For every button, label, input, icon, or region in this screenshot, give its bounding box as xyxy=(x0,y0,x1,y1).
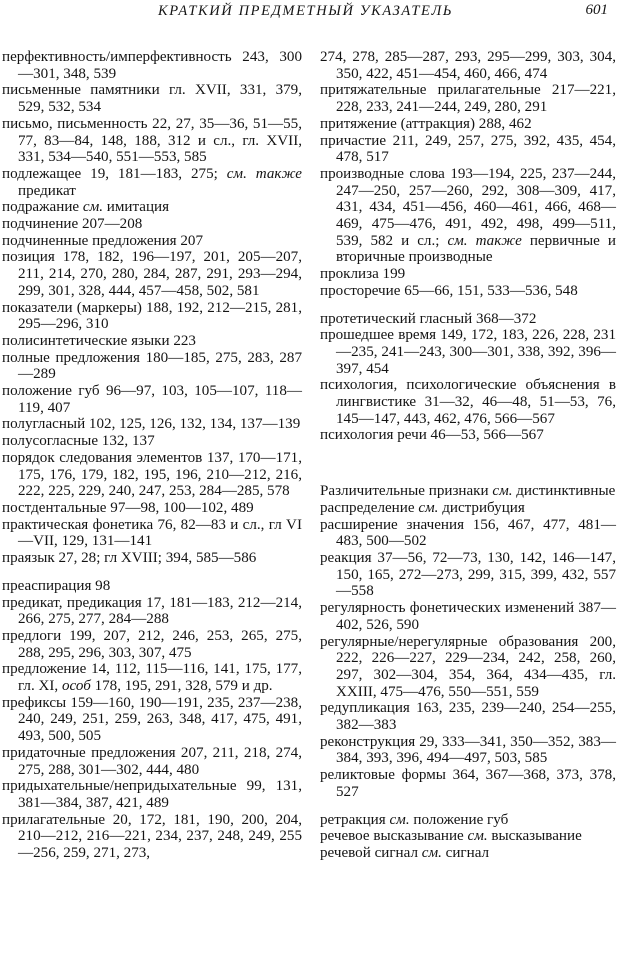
index-entry: причастие 211, 249, 257, 275, 392, 435, 454, 478, 517 xyxy=(320,132,616,166)
index-entry: психология речи 46—53, 566—567 xyxy=(320,427,544,444)
index-entry: практическая фонетика 76, 82—83 и сл., гл VI—VII, 129, 131—141 xyxy=(2,516,302,550)
index-entry: редупликация 163, 235, 239—240, 254—255, 382—383 xyxy=(320,700,616,734)
index-entry: полугласный 102, 125, 126, 132, 134, 137—139 xyxy=(2,416,301,433)
index-entry: подлежащее 19, 181—183, 275; см. также предикат xyxy=(2,165,302,199)
running-title: КРАТКИЙ ПРЕДМЕТНЫЙ УКАЗАТЕЛЬ xyxy=(158,3,454,19)
index-entry: праязык 27, 28; гл XVIII; 394, 585—586 xyxy=(2,550,257,567)
index-entry: придыхательные/непридыхательные 99, 131, 381—384, 387, 421, 489 xyxy=(2,778,302,811)
index-entry: положение губ 96—97, 103, 105—107, 118—119, 407 xyxy=(2,383,302,416)
index-entry: Различительные признаки см. дистинктивные xyxy=(320,483,616,500)
index-entry: реконструкция 29, 333—341, 350—352, 383—384, 393, 396, 494—497, 503, 585 xyxy=(320,733,616,767)
index-entry: подчинение 207—208 xyxy=(2,216,143,233)
index-entry: ретракция см. положение губ xyxy=(320,811,509,828)
index-entry: полусогласные 132, 137 xyxy=(2,433,155,450)
index-entry: регулярные/нерегулярные образования 200, 222, 226—227, 229—234, 242, 258, 260, 297, 302—304, 354, 364, 434—435, гл. XXIII, 475—476, 550—551, 559 xyxy=(320,633,616,700)
page-number: 601 xyxy=(585,2,608,18)
index-entry: полисинтетические языки 223 xyxy=(2,332,196,349)
index-entry: предлоги 199, 207, 212, 246, 253, 265, 275, 288, 295, 296, 303, 307, 475 xyxy=(2,627,302,661)
index-entry: полные предложения 180—185, 275, 283, 287—289 xyxy=(2,349,302,383)
index-entry: перфективность/имперфективность 243, 300—301, 348, 539 xyxy=(2,49,302,82)
index-entry: расширение значения 156, 467, 477, 481—483, 500—502 xyxy=(320,516,616,550)
index-entry: притяжение (аттракция) 288, 462 xyxy=(320,115,532,132)
index-entry: прошедшее время 149, 172, 183, 226, 228, 231—235, 241—243, 300—301, 338, 392, 396—397, 454 xyxy=(320,327,616,377)
index-entry: распределение см. дистрибуция xyxy=(320,499,525,516)
index-entry: префиксы 159—160, 190—191, 235, 237—238, 240, 249, 251, 259, 263, 348, 417, 475, 491, 493, 500, 505 xyxy=(2,694,302,745)
index-entry: показатели (маркеры) 188, 192, 212—215, 281, 295—296, 310 xyxy=(2,299,302,333)
index-entry: просторечие 65—66, 151, 533—536, 548 xyxy=(320,282,578,299)
index-entry: позиция 178, 182, 196—197, 201, 205—207, 211, 214, 270, 280, 284, 287, 291, 293—294, 299, 301, 328, 444, 457—458, 502, 581 xyxy=(2,249,302,299)
page-header xyxy=(0,0,620,24)
index-entry: преаспирация 98 xyxy=(2,577,111,594)
index-entry: протетический гласный 368—372 xyxy=(320,310,537,327)
index-entry: проклиза 199 xyxy=(320,266,406,283)
index-entry: подражание см. имитация xyxy=(2,199,170,216)
index-entry: постдентальные 97—98, 100—102, 489 xyxy=(2,499,254,516)
index-entry: письменные памятники гл. XVII, 331, 379, 529, 532, 534 xyxy=(2,82,302,116)
index-entry: реликтовые формы 364, 367—368, 373, 378, 527 xyxy=(320,767,616,800)
index-entry: речевой сигнал см. сигнал xyxy=(320,844,490,861)
index-entry: порядок следования элементов 137, 170—171, 175, 176, 179, 182, 195, 196, 210—212, 216, 222, 225, 229, 240, 247, 253, 284—285, 578 xyxy=(2,449,302,500)
index-entry: притяжательные прилагательные 217—221, 228, 233, 241—244, 249, 280, 291 xyxy=(320,82,616,116)
index-entry: предикат, предикация 17, 181—183, 212—214, 266, 275, 277, 284—288 xyxy=(2,594,302,628)
index-entry: предложение 14, 112, 115—116, 141, 175, 177, гл. XI, особ 178, 195, 291, 328, 579 и др. xyxy=(2,661,302,695)
index-column-right xyxy=(320,49,616,862)
index-entry: придаточные предложения 207, 211, 218, 274, 275, 288, 301—302, 444, 480 xyxy=(2,744,302,778)
index-entry: письмо, письменность 22, 27, 35—36, 51—55, 77, 83—84, 148, 188, 312 и сл., гл. XVII, 331, 534—540, 551—553, 585 xyxy=(2,115,302,166)
index-entry: реакция 37—56, 72—73, 130, 142, 146—147, 150, 165, 272—273, 299, 315, 399, 432, 557—558 xyxy=(320,549,616,600)
index-entry: производные слова 193—194, 225, 237—244, 247—250, 257—260, 292, 308—309, 417, 431, 434, 451—456, 460—461, 466, 468—469, 475—476, 491, 492, 498, 499—511, 539, 582 и сл.; см. также первичные и вторичные производные xyxy=(320,165,616,266)
index-column-left xyxy=(2,49,302,862)
index-entry: регулярность фонетических изменений 387—402, 526, 590 xyxy=(320,600,616,633)
index-entry: прилагательные 20, 172, 181, 190, 200, 204, 210—212, 216—221, 234, 237, 248, 249, 255—256, 259, 271, 273, xyxy=(2,811,302,862)
index-entry: психология, психологические объяснения в лингвистике 31—32, 46—48, 51—53, 76, 145—147, 443, 462, 476, 566—567 xyxy=(320,377,616,427)
index-entry: подчиненные предложения 207 xyxy=(2,232,204,249)
index-entry: 274, 278, 285—287, 293, 295—299, 303, 304, 350, 422, 451—454, 460, 466, 474 xyxy=(320,49,616,82)
index-entry: речевое высказывание см. высказывание xyxy=(320,828,582,845)
